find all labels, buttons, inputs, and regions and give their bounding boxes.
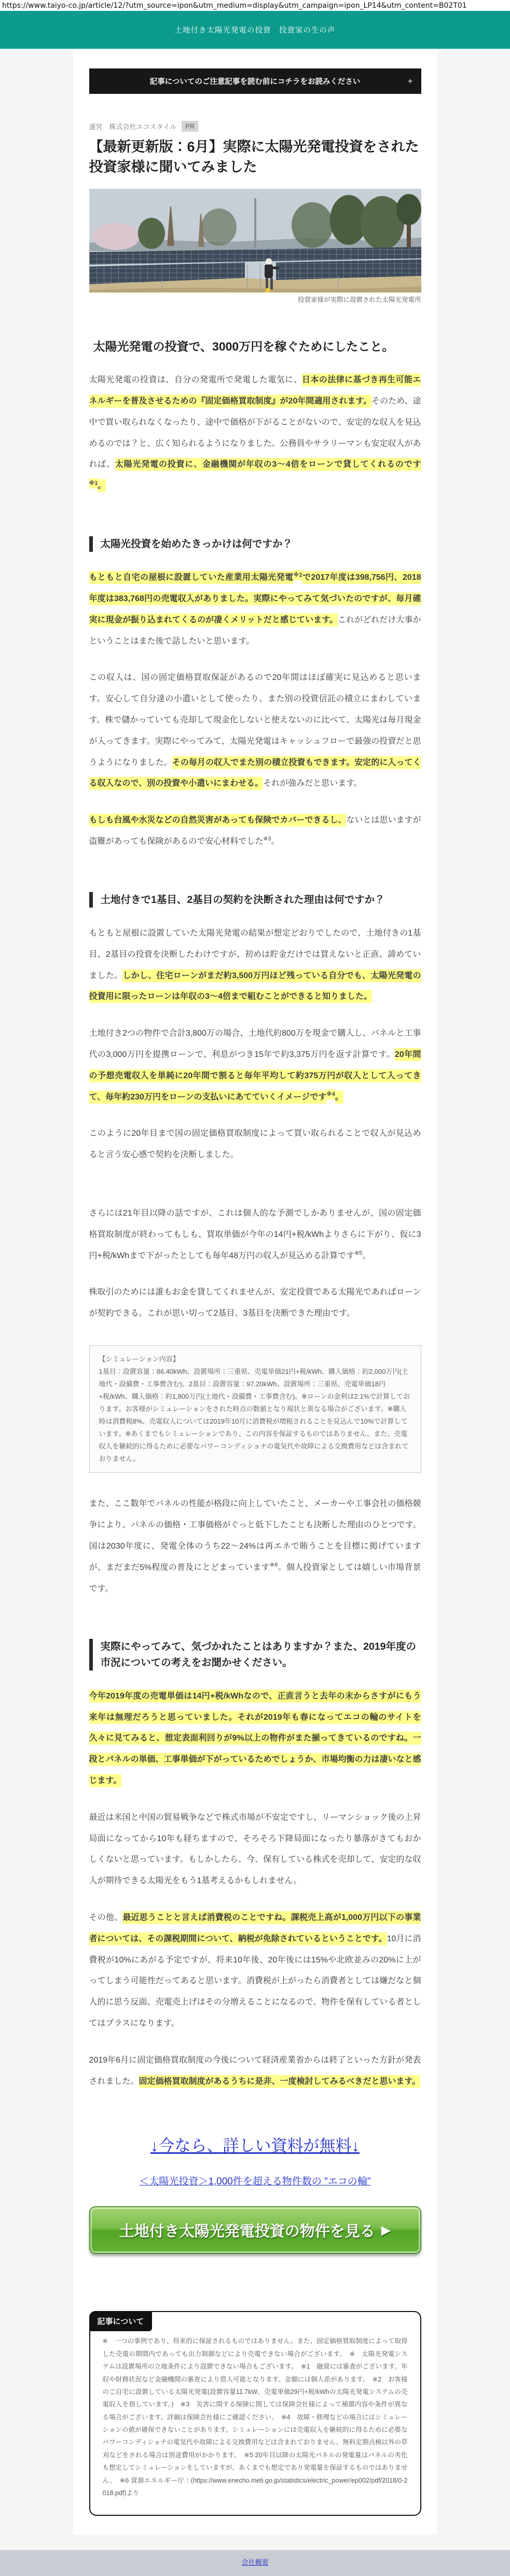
article-body [89,370,421,2092]
article-figure [89,189,421,304]
site-header [0,11,510,49]
paragraph: 太陽光発電の投資は、自分の発電所で発電した電気に、日本の法律に基づき再生可能エネルギーを普及させるための『固定価格買取制度』が20年間適用されます。そのため、途中で買い取られなくなったり、途中で価格が下がることがないので、安定的な収入を見込めるのでは？と、広く知られるようになりました。公務員やサラリーマンも安定収入があれば、太陽光発電の投資に、金融機関が年収の3～4倍をローンで貸してくれるのです$^{※1}$。 [89,370,421,497]
question-heading: 土地付きで1基目、2基目の契約を決断された理由は何ですか？ [89,892,421,908]
simulation-box-title: 【シミュレーション内容】 [99,1355,180,1363]
page-footer [0,2550,510,2576]
lead-heading: 太陽光発電の投資で、3000万円を稼ぐためにしたこと。 [93,340,394,354]
paragraph: 土地付き2つの物件で合計3,800万の場合、土地代約800万を現金で購入し、パネルと工事代の3,000万円を提携ローンで、利息がつき15年で約3,375万円を返す計算です。20年間の予想売電収入を単純に20年間で割ると毎年平均して約375万円が収入として入ってきて、毎年約230万円をローンの支払いにあてていくイメージです$^{※4}$。 [89,1023,421,1108]
page-title: 【最新更新版：6月】実際に太陽光発電投資をされた投資家様に聞いてみました [89,139,419,175]
solar-farm-photo [89,189,421,293]
paragraph: もしも台風や水災などの自然災害があっても保険でカバーできるし、ないとは思いますが盗難があっても保険があるので安心材料でした$^{※3}$。 [89,810,421,853]
paragraph: このように20年目まで国の固定価格買取制度によって買い取られることで収入が見込めると言う安心感で契約を決断しました。 [89,1129,421,1160]
cta-links [89,2133,421,2188]
free-material-link[interactable]: ↓今なら、詳しい資料が無料↓ [150,2137,360,2155]
plus-icon: + [407,76,413,86]
play-icon: ▶ [381,2223,391,2237]
cta-button-label: 土地付き太陽光発電投資の物件を見る [119,2223,375,2240]
notes-text: ※ 一つの事例であり、将来的に保証されるものではありません。また、固定価格買取制度によって取得した売電の期間内であっても出力制御などにより売電できない場合がございます。 ※ 太陽光発電システムは設置場所の立地条件により設置できない場合もございます。 ※1 融資には審査がございます。年収や財務状況など金融機関の審査により借入可能となります。金額には個人差があります。 ※2 お客様のご自宅に設置している太陽光発電(設置容量11.7kW、売電単価29円+税/kWhの太陽光発電システムの売電収入を指しています。) ※3 災害に関する保険に関しては保険会社様によって補償内容や条件が異なる場合がございます。詳細は保険会社様にご確認ください。 ※4 故障・修理などの場合にはシミュレーションの値が確保できないことがあります。シミュレーションには売電収入を継続的に得るために必要なパワーコンディショナの電気代や故障による交換費用などは含まれておりません。無料定期点検以外の草刈などをされる場合は別途費用がかかります。 ※5 20年目以降の太陽光パネルの発電量はパネルの劣化も想定してシミュレーションをしていますが、あくまでも想定であり発電量を保証するものではありません。 ※6 資源エネルギー庁：(https://www.enecho.meti.go.jp/statistics/electric_power/ep002/pdf/2018/0-2018.pdf)より [102,2337,408,2497]
paragraph: 2019年6月に固定価格買取制度の今後について経済産業省からは終了といった方針が発表されました。固定価格買取制度があるうちに是非、一度検討してみるべきだと思います。 [89,2050,421,2093]
paragraph: 最近は米国と中国の貿易戦争などで株式市場が不安定ですし、リーマンショック後の上昇局面になってから10年も経ちますので、そろそろ下降局面になったり暴落がきてもおかしくないと思っています。もしかしたら、今、保有している株式を売却して、安定的な収入が期待できる太陽光をもう1基考えるかもしれません。 [89,1813,421,1886]
paragraph: その他、最近思うことと言えば消費税のことですね。課税売上高が1,000万円以下の事業者については、その課税期間について、納税が免除されているということです。10月に消費税が10%にあがる予定ですが、将来10年後、20年後には15%や北欧並みの20%に上がってしまう可能性だってあると思います。消費税が上がったら消費者としては嫌だなと個人的に思う反面、売電売上げはその分増えることになるので、物件を保有している者としてはプラスになります。 [89,1907,421,2035]
paragraph: 今年2019年度の売電単価は14円+税/kWhなので、正直言うと去年の末からさすがにもう来年は無理だろうと思っていました。それが2019年も春になってエコの輪のサイトを久々に見てみると、想定表面利回りが9%以上の物件がまた揃ってきているのですね。一段とパネルの単価、工事単価が下がっているためでしょうか、市場均衡の力は凄いなと感じます。 [89,1686,421,1792]
operator-label: 運営 株式会社エコスタイル [89,123,177,131]
paragraph: さらには21年目以降の話ですが、これは個人的な予測でしかありませんが、国の固定価格買取制度が終わってもしも、買取単価が今年の14円+税/kWhよりさらに下がり、仮に3円+税/kWhまで下がったとしても毎年48万円の収入が見込める計算です$^{※5}$。 [89,1209,421,1260]
question-heading: 太陽光投資を始めたきっかけは何ですか？ [89,536,421,552]
notice-label: 記事についてのご注意記事を読む前にコチラをお読みください [149,78,361,86]
site-header-title: 土地付き太陽光発電の投資 投資家の生の声 [174,26,336,35]
simulation-box-text: 1基目：設置容量：86.40kWh、設置場所：三重県、売電単価21円+税/kWh、購入価格：約2,000万円(土地代・設備費・工事費含む)。2基目：設置容量：97.20kWh、設置場所：三重県、売電単価18円+税/kWh、購入価格：約1,800万円(土地代・設備費・工事費含む)。※ローンの金利は2.1%で計算しております。お客様がシミュレーションをされた時点の数値となり現状と異なる場合がございます。※購入時は消費税8%、売電収入については2019年10月に消費税が増税されることを見込んで10%で計算しています。※あくまでもシミュレーションであり、この内容を保証するものではありません。また、売電収入を継続的に得るために必要なパワーコンディショナの電気代や故障による交換費用などは含まれておりません。 [99,1368,410,1463]
paragraph: 株取引のためには誰もお金を貸してくれませんが、安定投資である太陽光であればローンが契約できる。これが思い切って2基目、3基目を決断できた理由です。 [89,1288,421,1318]
paragraph: もともと屋根に設置していた太陽光発電の結果が想定どおりでしたので、土地付きの1基目、2基目の投資を決断したわけですが、初めは貯金だけでは買えないと正直、諦めていました。しかし、住宅ローンがまだ約3,500万円ほど残っている自分でも、太陽光発電の投資用に限ったローンは年収の3～4倍まで組むことができると知りました。 [89,923,421,1008]
photo-caption: 投資家様が実際に設置された太陽光発電所 [297,296,421,304]
notes-box [89,2311,421,2516]
notice-accordion[interactable] [89,68,421,94]
company-overview-link[interactable]: 会社概要 [241,2558,269,2567]
simulation-box [89,1345,421,1473]
eco-no-wa-link[interactable]: ＜太陽光投資＞1,000件を超える物件数の "エコの輪" [139,2176,371,2188]
notes-tab: 記事について [89,2311,153,2331]
question-heading: 実際にやってみて、気づかれたことはありますか？また、2019年度の市況についての考えをお聞かせください。 [89,1639,421,1670]
paragraph: もともと自宅の屋根に設置していた産業用太陽光発電$^{※2}$で2017年度は398,756円、2018年度は383,768円の売電収入がありました。実際にやってみて気づいたのですが、毎月確実に現金が振り込まれてくるのが凄くメリットだと感じています。これがどれだけ大事かということはまた後で話したいと思います。 [89,567,421,652]
paragraph: この収入は、国の固定価格買取保証があるので20年間はほぼ確実に見込めると思います。安心して自分達の小遣いとして使ったり、また別の投資信託の積立にまわしています。株で儲かっていても売却して現金化しないと使えないのに比べて、太陽光は毎月現金が入ってきます。実際にやってみて、太陽光発電はキャッシュフローで最強の投資だと思うようになりました。その毎月の収入でまた別の積立投資もできます。安定的に入ってくる収入なので、別の投資や小遣いにまわせる。それが強みだと思います。 [89,667,421,795]
article-container [74,49,437,2535]
view-properties-button[interactable] [89,2206,421,2254]
paragraph: また、ここ数年でパネルの性能が格段に向上していたこと、メーカーや工事会社の価格競争により、パネルの価格・工事価格がぐっと低下したことも決断した理由のひとつです。国は2030年度に、発電全体のうち22～24%は再エネで賄うことを目標に掲げていますが、まだまだ5%程度の普及にとどまっています$^{※6}$。個人投資家としては嬉しい市場背景です。 [89,1499,421,1593]
pr-badge: PR [182,121,198,132]
operator-meta [89,121,421,132]
browser-url[interactable]: https://www.taiyo-co.jp/article/12/?utm_source=ipon&utm_medium=display&utm_campaign=ipon_LP14&utm_content=B02T01 [0,0,510,11]
